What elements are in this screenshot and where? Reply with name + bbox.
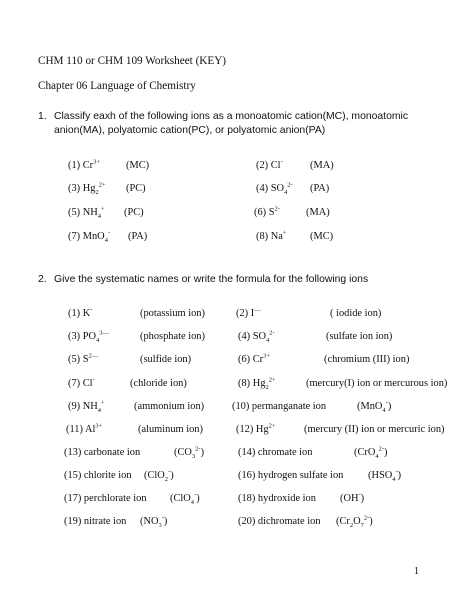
q2-formula-16: $(HSO_4^-)$	[368, 468, 402, 484]
q2-item-4: (4) $SO_4^{2-}$	[238, 329, 275, 345]
q2-answer-11: (aluminum ion)	[138, 424, 203, 435]
q1-item-2: (2) Cl-	[256, 158, 283, 171]
q2-item-10: (10) permanganate ion	[232, 401, 327, 412]
chapter-title: Chapter 06 Language of Chemistry	[38, 80, 196, 92]
q2-answer-3: (phosphate ion)	[140, 331, 205, 342]
q1-number: 1.	[38, 111, 47, 122]
worksheet-title: CHM 110 or CHM 109 Worksheet (KEY)	[38, 55, 227, 67]
q1-answer-2: (MA)	[310, 160, 334, 171]
q2-item-13: (13) carbonate ion	[64, 447, 141, 458]
q1-text-line2: anion(MA), polyatomic cation(PC), or polyatomic anion(PA)	[54, 125, 326, 136]
q1-answer-7: (PA)	[128, 231, 148, 242]
q2-answer-6: (chromium (III) ion)	[324, 354, 410, 365]
q2-formula-17: (ClO$_4$-)	[170, 491, 200, 507]
q2-item-6: (6) $Cr^{3+}$	[238, 352, 271, 365]
q2-item-17: (17) perchlorate ion	[64, 493, 147, 504]
q2-answer-8: (mercury(I) ion or mercurous ion)	[306, 378, 448, 389]
page-number: 1	[414, 566, 419, 577]
q1-answer-1: (MC)	[126, 160, 150, 171]
q2-formula-15: (ClO$_2$-)	[144, 468, 174, 484]
q1-answer-8: (MC)	[310, 231, 334, 242]
q2-formula-18: (OH-)	[340, 491, 365, 504]
q2-item-7: (7) Cl-	[68, 376, 95, 389]
q1-answer-4: (PA)	[310, 183, 330, 194]
q2-formula-20: $(Cr_2O_7^{2-})$	[336, 514, 373, 530]
q2-item-1: (1) K-	[68, 306, 93, 319]
q2-text: Give the systematic names or write the formula for the following ions	[54, 274, 369, 285]
q2-item-18: (18) hydroxide ion	[238, 493, 316, 504]
q2-number: 2.	[38, 274, 47, 285]
q1-item-7: (7) MnO$_4$-	[68, 229, 111, 245]
q2-item-14: (14) chromate ion	[238, 447, 313, 458]
q1-item-3: (3) $Hg_2^{2+}$	[68, 181, 106, 197]
q2-answer-1: (potassium ion)	[140, 308, 205, 319]
q2-item-8: (8) $Hg_2^{2+}$	[238, 376, 276, 392]
q1-item-1: (1) $Cr^{3+}$	[68, 158, 101, 171]
q2-formula-19: $(NO_3^-)$	[140, 514, 168, 530]
q2-answer-2: ( iodide ion)	[330, 308, 382, 319]
q1-item-8: (8) Na+	[256, 229, 287, 242]
q2-formula-13: $(CO_3^{2-})$	[174, 445, 205, 461]
q2-item-12: (12) $Hg^{2+}$	[236, 422, 276, 435]
q2-answer-7: (chloride ion)	[130, 378, 187, 389]
q1-item-5: (5) $NH_4^+$	[68, 205, 105, 221]
q2-item-9: (9) $NH_4^+$	[68, 399, 105, 415]
q1-item-4: (4) $SO_4^{2-}$	[256, 181, 293, 197]
q1-text-line1: Classify eaxh of the following ions as a monoatomic cation(MC), monoatomic	[54, 111, 409, 122]
q2-item-2: (2) I—	[236, 306, 261, 319]
q2-formula-10: (MnO$_4$-)	[357, 399, 392, 415]
q1-item-6: (6) $S^{2-}$	[254, 205, 280, 218]
q2-item-19: (19) nitrate ion	[64, 516, 127, 527]
q2-answer-4: (sulfate ion ion)	[326, 331, 393, 342]
q2-item-16: (16) hydrogen sulfate ion	[238, 470, 344, 481]
q2-answer-9: (ammonium ion)	[134, 401, 205, 412]
q1-answer-5: (PC)	[124, 207, 144, 218]
q1-answer-6: (MA)	[306, 207, 330, 218]
q2-answer-5: (sulfide ion)	[140, 354, 192, 365]
q2-item-15: (15) chlorite ion	[64, 470, 132, 481]
q2-formula-14: (CrO$_4^{2-}$)	[354, 445, 388, 461]
q1-answer-3: (PC)	[126, 183, 146, 194]
q2-item-5: (5) $S^{2—}$	[68, 352, 99, 365]
q2-item-20: (20) dichromate ion	[238, 516, 321, 527]
q2-item-11: (11) $Al^{3+}$	[66, 422, 103, 435]
q2-answer-12: (mercury (II) ion or mercuric ion)	[304, 424, 445, 435]
q2-item-3: (3) $PO_4^{3—}$	[68, 329, 110, 345]
